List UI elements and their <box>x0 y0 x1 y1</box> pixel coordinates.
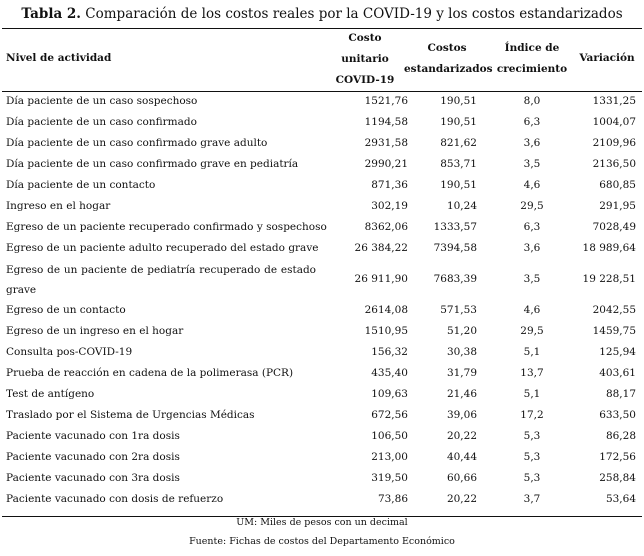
standard-cost-cell: 190,51 <box>440 179 477 191</box>
standard-cost-cell: 30,38 <box>446 346 477 358</box>
header-variation: Variación <box>579 52 635 64</box>
variation-cell: 1331,25 <box>592 95 636 107</box>
standard-cost-cell: 7394,58 <box>433 242 477 254</box>
activity-cell: Traslado por el Sistema de Urgencias Médicas <box>6 409 255 421</box>
header-activity: Nivel de actividad <box>6 52 112 64</box>
table-row <box>0 342 644 363</box>
table-caption-text: Comparación de los costos reales por la COVID-19 y los costos estandarizados <box>81 6 623 22</box>
unit-cost-cell: 302,19 <box>371 200 408 212</box>
growth-index-cell: 29,5 <box>520 200 544 212</box>
variation-cell: 258,84 <box>599 472 636 484</box>
standard-cost-cell: 190,51 <box>440 95 477 107</box>
unit-cost-cell: 109,63 <box>371 388 408 400</box>
unit-cost-cell: 1510,95 <box>364 325 408 337</box>
variation-cell: 1004,07 <box>592 116 636 128</box>
table-row <box>0 154 644 175</box>
unit-cost-cell: 8362,06 <box>364 221 408 233</box>
table-row <box>0 405 644 426</box>
growth-index-cell: 5,1 <box>523 388 541 400</box>
activity-cell: Paciente vacunado con 1ra dosis <box>6 430 180 442</box>
activity-cell: Egreso de un paciente adulto recuperado del estado grave <box>6 242 319 254</box>
unit-cost-cell: 156,32 <box>371 346 408 358</box>
table-row <box>0 447 644 468</box>
standard-cost-cell: 1333,57 <box>433 221 477 233</box>
growth-index-cell: 5,3 <box>523 451 541 463</box>
growth-index-cell: 3,5 <box>523 158 541 170</box>
variation-cell: 7028,49 <box>592 221 636 233</box>
activity-cell: Egreso de un paciente de pediatría recuperado de estado grave <box>6 264 316 296</box>
table-row <box>0 91 644 112</box>
source-note: Fuente: Fichas de costos del Departamento Económico <box>189 536 455 547</box>
standard-cost-cell: 40,44 <box>446 451 477 463</box>
unit-cost-cell: 319,50 <box>371 472 408 484</box>
activity-cell: Consulta pos-COVID-19 <box>6 346 133 358</box>
header-unit-cost-line: Costo <box>348 32 382 44</box>
table-row <box>0 259 644 300</box>
unit-cost-cell: 73,86 <box>377 493 408 505</box>
table-row <box>0 426 644 447</box>
table-row <box>0 300 644 321</box>
unit-cost-cell: 213,00 <box>371 451 408 463</box>
standard-cost-cell: 7683,39 <box>433 273 477 285</box>
table-row <box>0 489 644 510</box>
variation-cell: 53,64 <box>605 493 636 505</box>
table-top-rule <box>2 28 642 29</box>
table-row <box>0 196 644 217</box>
variation-cell: 125,94 <box>599 346 636 358</box>
standard-cost-cell: 51,20 <box>446 325 477 337</box>
table-row <box>0 238 644 259</box>
growth-index-cell: 3,7 <box>523 493 541 505</box>
table-caption <box>0 5 644 23</box>
growth-index-cell: 3,5 <box>523 273 541 285</box>
unit-cost-cell: 1194,58 <box>364 116 408 128</box>
header-standard-cost <box>404 38 493 80</box>
variation-cell: 680,85 <box>599 179 636 191</box>
unit-cost-cell: 2931,58 <box>364 137 408 149</box>
activity-cell: Ingreso en el hogar <box>6 200 111 212</box>
header-growth-index-line: Índice de <box>504 42 560 54</box>
standard-cost-cell: 31,79 <box>446 367 477 379</box>
standard-cost-cell: 853,71 <box>440 158 477 170</box>
unit-cost-cell: 871,36 <box>371 179 408 191</box>
activity-cell: Test de antígeno <box>6 388 95 400</box>
activity-cell: Día paciente de un caso sospechoso <box>6 95 198 107</box>
activity-cell: Paciente vacunado con dosis de refuerzo <box>6 493 224 505</box>
unit-cost-cell: 26 384,22 <box>354 242 408 254</box>
header-growth-index <box>492 38 572 80</box>
standard-cost-cell: 21,46 <box>446 388 477 400</box>
activity-cell: Paciente vacunado con 3ra dosis <box>6 472 180 484</box>
activity-cell: Egreso de un paciente recuperado confirmado y sospechoso <box>6 221 327 233</box>
variation-cell: 2136,50 <box>592 158 636 170</box>
table-row <box>0 217 644 238</box>
standard-cost-cell: 571,53 <box>440 304 477 316</box>
variation-cell: 88,17 <box>605 388 636 400</box>
table-body <box>0 91 644 510</box>
unit-cost-cell: 2990,21 <box>364 158 408 170</box>
growth-index-cell: 5,3 <box>523 430 541 442</box>
unit-cost-cell: 26 911,90 <box>354 273 408 285</box>
variation-cell: 1459,75 <box>592 325 636 337</box>
unit-cost-cell: 435,40 <box>371 367 408 379</box>
growth-index-cell: 4,6 <box>523 304 541 316</box>
table-row <box>0 175 644 196</box>
growth-index-cell: 6,3 <box>523 116 541 128</box>
growth-index-cell: 5,1 <box>523 346 541 358</box>
table-row <box>0 112 644 133</box>
growth-index-cell: 3,6 <box>523 242 541 254</box>
variation-cell: 19 228,51 <box>582 273 636 285</box>
table-row <box>0 384 644 405</box>
header-standard-cost-line: estandarizados <box>404 63 493 75</box>
unit-cost-cell: 106,50 <box>371 430 408 442</box>
header-unit-cost-line: unitario <box>341 53 389 65</box>
growth-index-cell: 13,7 <box>520 367 544 379</box>
unit-cost-cell: 2614,08 <box>364 304 408 316</box>
variation-cell: 2042,55 <box>592 304 636 316</box>
table-row <box>0 468 644 489</box>
activity-cell: Día paciente de un caso confirmado grave adulto <box>6 137 268 149</box>
growth-index-cell: 8,0 <box>523 95 541 107</box>
activity-cell: Egreso de un ingreso en el hogar <box>6 325 184 337</box>
growth-index-cell: 29,5 <box>520 325 544 337</box>
table-row <box>0 133 644 154</box>
activity-cell: Día paciente de un caso confirmado <box>6 116 197 128</box>
standard-cost-cell: 20,22 <box>446 430 477 442</box>
variation-cell: 18 989,64 <box>582 242 636 254</box>
table-row <box>0 363 644 384</box>
table-row <box>0 321 644 342</box>
activity-cell: Día paciente de un caso confirmado grave en pediatría <box>6 158 299 170</box>
standard-cost-cell: 20,22 <box>446 493 477 505</box>
activity-cell: Egreso de un contacto <box>6 304 126 316</box>
unit-cost-cell: 672,56 <box>371 409 408 421</box>
activity-cell: Día paciente de un contacto <box>6 179 156 191</box>
standard-cost-cell: 60,66 <box>446 472 477 484</box>
unit-cost-cell: 1521,76 <box>364 95 408 107</box>
variation-cell: 172,56 <box>599 451 636 463</box>
variation-cell: 2109,96 <box>592 137 636 149</box>
header-standard-cost-line: Costos <box>427 42 467 54</box>
units-note: UM: Miles de pesos con un decimal <box>236 517 408 528</box>
growth-index-cell: 6,3 <box>523 221 541 233</box>
growth-index-cell: 4,6 <box>523 179 541 191</box>
standard-cost-cell: 821,62 <box>440 137 477 149</box>
variation-cell: 291,95 <box>599 200 636 212</box>
standard-cost-cell: 190,51 <box>440 116 477 128</box>
header-growth-index-line: crecimiento <box>496 63 568 75</box>
growth-index-cell: 17,2 <box>520 409 544 421</box>
growth-index-cell: 5,3 <box>523 472 541 484</box>
table-caption-number: Tabla 2. <box>21 6 81 22</box>
variation-cell: 403,61 <box>599 367 636 379</box>
header-unit-cost-line: COVID-19 <box>335 74 395 86</box>
header-unit-cost <box>324 28 406 91</box>
variation-cell: 86,28 <box>605 430 636 442</box>
standard-cost-cell: 10,24 <box>446 200 477 212</box>
growth-index-cell: 3,6 <box>523 137 541 149</box>
variation-cell: 633,50 <box>599 409 636 421</box>
standard-cost-cell: 39,06 <box>446 409 477 421</box>
activity-cell: Prueba de reacción en cadena de la polimerasa (PCR) <box>6 367 294 379</box>
activity-cell: Paciente vacunado con 2ra dosis <box>6 451 180 463</box>
